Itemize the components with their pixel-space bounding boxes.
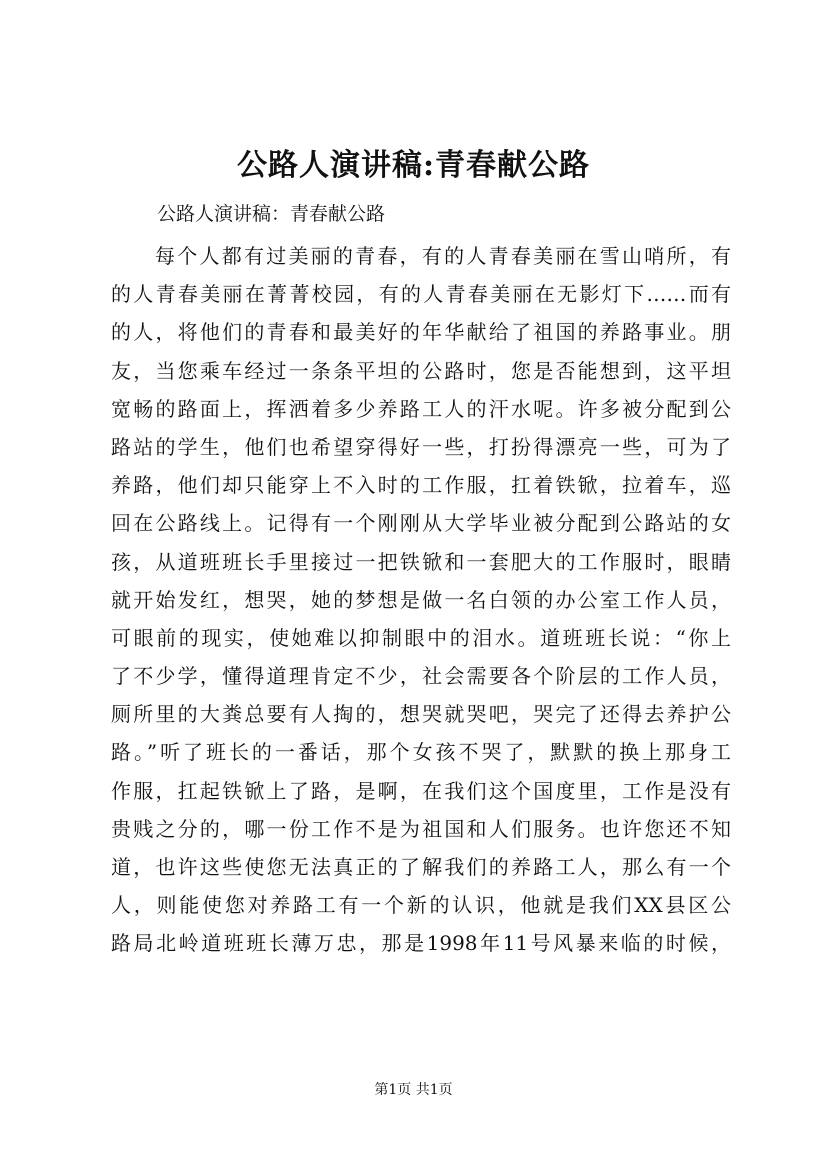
paragraph-line: 作服，扛起铁锨上了路，是啊，在我们这个国度里，工作是没有 xyxy=(111,778,731,803)
document-title: 公路人演讲稿:青春献公路 xyxy=(236,148,591,183)
paragraph-line: 路站的学生，他们也希望穿得好一些，打扮得漂亮一些，可为了 xyxy=(111,434,731,459)
paragraph-line: 人，则能使您对养路工有一个新的认识，他就是我们XX县区公 xyxy=(111,893,731,918)
paragraph-line: 了不少学，懂得道理肯定不少，社会需要各个阶层的工作人员， xyxy=(111,664,731,689)
paragraph-line: 路。”听了班长的一番话，那个女孩不哭了，默默的换上那身工 xyxy=(111,740,731,765)
paragraph-line: 的人青春美丽在菁菁校园，有的人青春美丽在无影灯下……而有 xyxy=(111,282,731,307)
page-footer: 第1页 共1页 xyxy=(374,1082,453,1098)
paragraph-line: 回在公路线上。记得有一个刚刚从大学毕业被分配到公路站的女 xyxy=(111,511,731,536)
paragraph-line: 孩，从道班班长手里接过一把铁锨和一套肥大的工作服时，眼睛 xyxy=(111,549,731,574)
paragraph-line: 厕所里的大粪总要有人掏的，想哭就哭吧，哭完了还得去养护公 xyxy=(111,702,731,727)
paragraph-line: 可眼前的现实，使她难以抑制眼中的泪水。道班班长说：“你上 xyxy=(111,625,731,650)
paragraph-line: 宽畅的路面上，挥洒着多少养路工人的汗水呢。许多被分配到公 xyxy=(111,396,731,421)
document-subtitle: 公路人演讲稿：青春献公路 xyxy=(157,203,386,225)
body-paragraph xyxy=(111,237,731,963)
paragraph-line: 道，也许这些使您无法真正的了解我们的养路工人，那么有一个 xyxy=(111,855,731,879)
paragraph-line: 的人，将他们的青春和最美好的年华献给了祖国的养路事业。朋 xyxy=(111,320,731,345)
paragraph-line: 贵贱之分的，哪一份工作不是为祖国和人们服务。也许您还不知 xyxy=(111,816,731,841)
paragraph-line: 就开始发红，想哭，她的梦想是做一名白领的办公室工作人员， xyxy=(111,587,731,612)
paragraph-line: 每个人都有过美丽的青春，有的人青春美丽在雪山哨所，有 xyxy=(155,244,731,268)
paragraph-line: 养路，他们却只能穿上不入时的工作服，扛着铁锨，拉着车，巡 xyxy=(111,473,731,498)
paragraph-line: 友，当您乘车经过一条条平坦的公路时，您是否能想到，这平坦 xyxy=(111,358,731,383)
paragraph-line: 路局北岭道班班长薄万忠，那是1998年11号风暴来临的时候， xyxy=(111,931,731,956)
